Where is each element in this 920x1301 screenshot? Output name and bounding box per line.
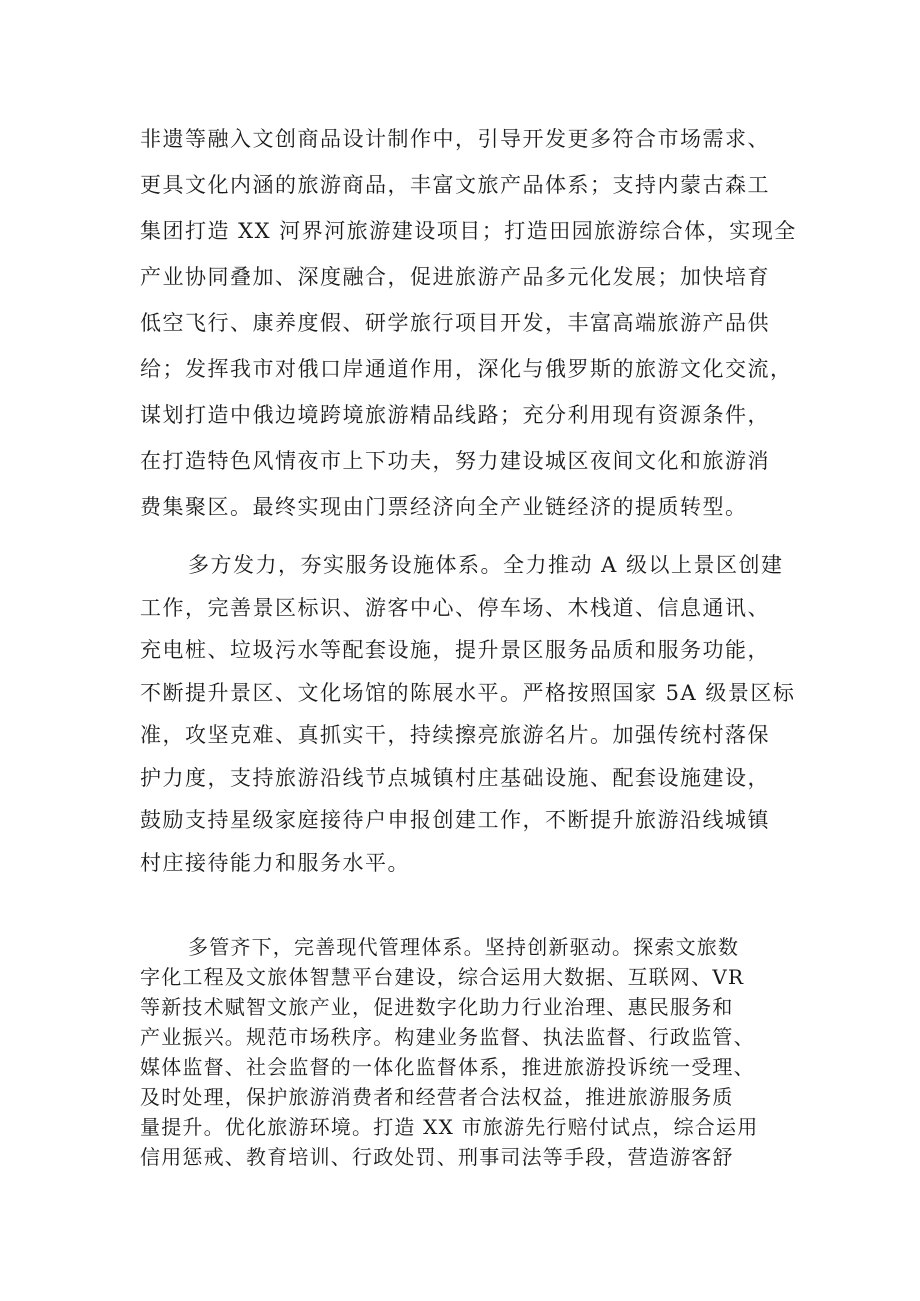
text-line: 多管齐下，完善现代管理体系。坚持创新驱动。探索文旅数 bbox=[188, 935, 740, 959]
text-line: 产业协同叠加、深度融合，促进旅游产品多元化发展；加快培育 bbox=[140, 265, 770, 289]
text-line: 信用惩戒、教育培训、行政处罚、刑事司法等手段，营造游客舒 bbox=[140, 1145, 734, 1169]
text-line: 产业振兴。规范市场秩序。构建业务监督、执法监督、行政监管、 bbox=[140, 1025, 755, 1049]
text-line: 谋划打造中俄边境跨境旅游精品线路；充分利用现有资源条件， bbox=[140, 403, 770, 427]
text-line: 护力度，支持旅游沿线节点城镇村庄基础设施、配套设施建设， bbox=[140, 765, 770, 790]
text-line: 字化工程及文旅体智慧平台建设，综合运用大数据、互联网、VR bbox=[140, 965, 745, 989]
paragraph-management-system bbox=[140, 932, 830, 1172]
text-line: 充电桩、垃圾污水等配套设施，提升景区服务品质和服务功能， bbox=[140, 638, 770, 662]
text-line: 集团打造 XX 河界河旅游建设项目；打造田园旅游综合体，实现全 bbox=[140, 219, 797, 243]
paragraph-service-facilities bbox=[140, 544, 830, 884]
text-line: 量提升。优化旅游环境。打造 XX 市旅游先行赔付试点，综合运用 bbox=[140, 1115, 759, 1139]
text-line: 低空飞行、康养度假、研学旅行项目开发，丰富高端旅游产品供 bbox=[140, 311, 770, 335]
text-line: 不断提升景区、文化场馆的陈展水平。严格按照国家 5A 级景区标 bbox=[140, 680, 796, 705]
text-line: 村庄接待能力和服务水平。 bbox=[140, 850, 410, 875]
text-line: 媒体监督、社会监督的一体化监督体系，推进旅游投诉统一受理、 bbox=[140, 1055, 755, 1079]
text-line: 非遗等融入文创商品设计制作中，引导开发更多符合市场需求、 bbox=[140, 127, 770, 151]
text-line: 更具文化内涵的旅游商品，丰富文旅产品体系；支持内蒙古森工 bbox=[140, 173, 770, 197]
text-line: 给；发挥我市对俄口岸通道作用，深化与俄罗斯的旅游文化交流， bbox=[140, 357, 793, 381]
text-line: 工作，完善景区标识、游客中心、停车场、木栈道、信息通讯、 bbox=[140, 595, 770, 620]
text-line: 在打造特色风情夜市上下功夫，努力建设城区夜间文化和旅游消 bbox=[140, 449, 770, 473]
text-line: 费集聚区。最终实现由门票经济向全产业链经济的提质转型。 bbox=[140, 495, 748, 519]
text-line: 准，攻坚克难、真抓实干，持续擦亮旅游名片。加强传统村落保 bbox=[140, 723, 770, 747]
text-line: 及时处理，保护旅游消费者和经营者合法权益，推进旅游服务质 bbox=[140, 1085, 734, 1109]
text-line: 鼓励支持星级家庭接待户申报创建工作，不断提升旅游沿线城镇 bbox=[140, 808, 770, 832]
text-line: 多方发力，夯实服务设施体系。全力推动 A 级以上景区创建 bbox=[188, 553, 784, 577]
paragraph-cultural-products bbox=[140, 116, 830, 530]
text-line: 等新技术赋智文旅产业，促进数字化助力行业治理、惠民服务和 bbox=[140, 995, 734, 1019]
